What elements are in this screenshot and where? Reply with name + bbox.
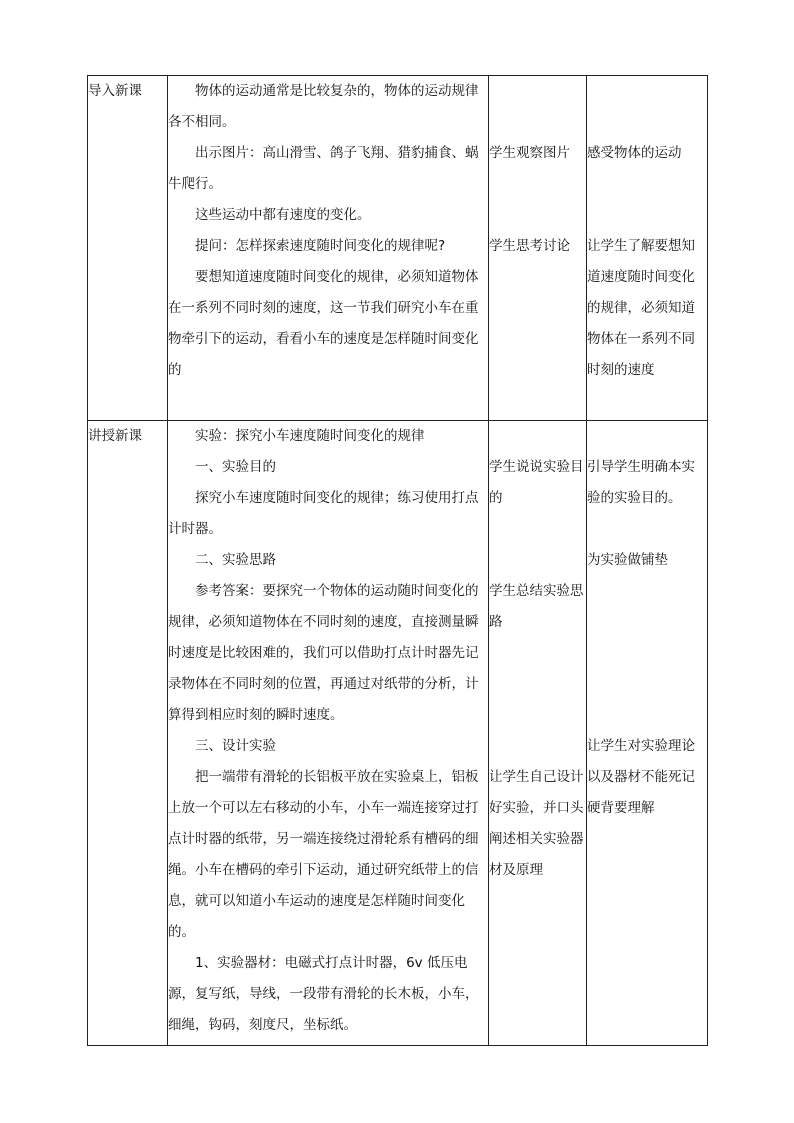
teacher-activity-cell [168, 76, 489, 421]
teacher-paragraph: 这些运动中都有速度的变化。 [195, 207, 371, 223]
student-activity-cell [489, 421, 587, 1046]
teacher-paragraph: 出示图片：高山滑雪、鸽子飞翔、猎豹捕食、蜗牛爬行。 [168, 145, 479, 192]
teacher-paragraph: 要想知道速度随时间变化的规律，必须知道物体在一系列不同时刻的速度，这一节我们研究小车在重物牵引下的运动，看看小车的速度是怎样随时间变化的 [168, 269, 479, 378]
student-note: 学生观察图片 [489, 145, 570, 161]
intent-note: 感受物体的运动 [587, 145, 682, 161]
teacher-paragraph: 物体的运动通常是比较复杂的，物体的运动规律各不相同。 [168, 83, 479, 130]
table-row [88, 76, 708, 421]
student-activity-cell [489, 76, 587, 421]
student-note: 让学生自己设计好实验，并口头阐述相关实验器材及原理 [489, 769, 584, 878]
design-intent-cell [587, 76, 708, 421]
student-note: 学生思考讨论 [489, 238, 570, 254]
intent-note: 让学生对实验理论以及器材不能死记硬背要理解 [587, 738, 695, 816]
student-note: 学生总结实验思路 [489, 583, 584, 630]
intent-note: 为实验做铺垫 [587, 552, 668, 568]
stage-cell: 导入新课 [88, 76, 168, 421]
design-intent-cell [587, 421, 708, 1046]
teacher-paragraph: 参考答案：要探究一个物体的运动随时间变化的规律，必须知道物体在不同时刻的速度，直接测量瞬时速度是比较困难的，我们可以借助打点计时器先记录物体在不同时刻的位置，再通过对纸带的分析，计算得到相应时刻的瞬时速度。 [168, 583, 479, 723]
teacher-paragraph: 三、设计实验 [195, 738, 276, 754]
intent-note: 让学生了解要想知道速度随时间变化的规律，必须知道物体在一系列不同时刻的速度 [587, 238, 695, 378]
stage-cell: 讲授新课 [88, 421, 168, 1046]
lesson-table [87, 75, 708, 1046]
teacher-paragraph: 实验：探究小车速度随时间变化的规律 [195, 428, 425, 444]
teacher-activity-cell [168, 421, 489, 1046]
table-row [88, 421, 708, 1046]
teacher-paragraph: 把一端带有滑轮的长铝板平放在实验桌上，铝板上放一个可以左右移动的小车，小车一端连接穿过打点计时器的纸带，另一端连接绕过滑轮系有槽码的细绳。小车在槽码的牵引下运动，通过研究纸带上的信息，就可以知道小车运动的速度是怎样随时间变化的。 [168, 769, 479, 940]
teacher-paragraph: 探究小车速度随时间变化的规律；练习使用打点计时器。 [168, 490, 479, 537]
teacher-paragraph: 提问：怎样探索速度随时间变化的规律呢? [195, 238, 446, 254]
student-note: 学生说说实验目的 [489, 459, 584, 506]
teacher-paragraph: 二、实验思路 [195, 552, 276, 568]
intent-note: 引导学生明确本实验的实验目的。 [587, 459, 695, 506]
teacher-paragraph: 一、实验目的 [195, 459, 276, 475]
teacher-paragraph: 1、实验器材：电磁式打点计时器，6v 低压电源，复写纸，导线，一段带有滑轮的长木板，小车，细绳，钩码，刻度尺，坐标纸。 [168, 955, 479, 1033]
